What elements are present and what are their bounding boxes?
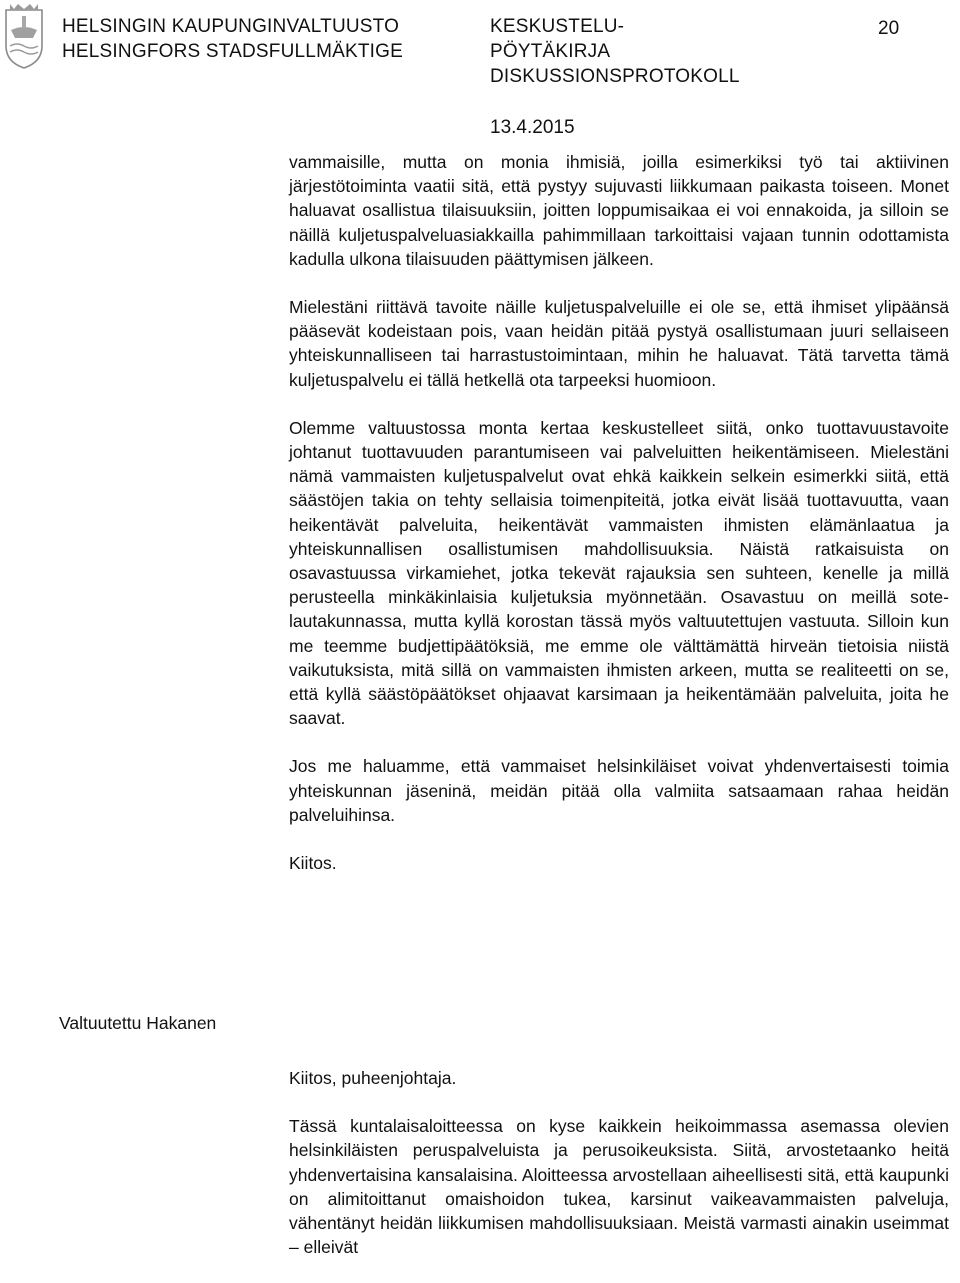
paragraph: Olemme valtuustossa monta kertaa keskustelleet siitä, onko tuottavuustavoite johtanut tuottavuuden parantumiseen vai palveluitten heikentämiseen. Mielestäni nämä vammaisten kuljetuspalvelut ovat ehkä kaikkein selkein esimerkki siitä, että säästöjen takia on tehty sellaisia toimenpiteitä, jotka eivät lisää tuottavuutta, vaan heikentävät palveluita, heikentävät vammaisten ihmisten elämänlaatua ja yhteiskunnallisen osallistumisen mahdollisuuksia. Näistä ratkaisuista on osavastuussa virkamiehet, jotka tekevät rajauksia sen suhteen, kenelle ja millä perusteella minkäkinlaisia kuljetuksia myönnetään. Osavastuu on meillä sote-lautakunnassa, mutta kyllä korostan tässä myös valtuutettujen vastuuta. Silloin kun me teemme budjettipäätöksiä, me emme ole välttämättä hirveän tietoisia niistä vaikutuksista, mitä sillä on vammaisten ihmisten arkeen, mutta se realiteetti on se, että kyllä säästöpäätökset ohjaavat karsimaan ja heikentämään palveluita, joita he saavat.: [289, 417, 949, 729]
organization-name-sv: HELSINGFORS STADSFULLMÄKTIGE: [62, 41, 403, 62]
paragraph: Mielestäni riittävä tavoite näille kuljetuspalveluille ei ole se, että ihmiset ylipäänsä pääsevät kodeistaan pois, vaan heidän pitää pystyä osallistumaan juuri sellaiseen yhteiskunnalliseen tai harrastustoimintaan, mihin he haluavat. Tätä tarvetta tämä kuljetuspalvelu ei tällä hetkellä ota tarpeeksi huomioon.: [289, 297, 949, 390]
page-number: 20: [878, 18, 900, 39]
document-type: [490, 14, 740, 89]
meeting-date: 13.4.2015: [490, 117, 575, 138]
helsinki-crest-icon: [2, 0, 46, 70]
organization-name: [62, 14, 403, 64]
paragraph: Kiitos.: [289, 853, 337, 874]
paragraph: Tässä kuntalaisaloitteessa on kyse kaikkein heikoimmassa asemassa olevien helsinkiläisten peruspalveluista ja perusoikeuksista. Siitä, arvostetaanko heitä yhdenvertaisina kansalaisina. Aloitteessa arvostellaan aiheellisesti sitä, että kaupunki on alimitoittanut omaishoidon tukea, karsinut vaikeavammaisten palveluja, vähentänyt heidän liikkumisen mahdollisuuksiaan. Meistä varmasti ainakin useimmat – elleivät: [289, 1116, 949, 1258]
paragraph: vammaisille, mutta on monia ihmisiä, joilla esimerkiksi työ tai aktiivinen järjestötoiminta vaatii sitä, että pystyy sujuvasti liikkumaan paikasta toiseen. Monet haluavat osallistua tilaisuuksiin, joitten loppumisaikaa ei voi ennakoida, ja silloin se näillä kuljetuspalveluasiakkailla pahimmillaan tarkoittaisi vajaan tunnin odottamista kadulla ulkona tilaisuuden päättymisen jälkeen.: [289, 152, 949, 269]
document-type-line-3: DISKUSSIONSPROTOKOLL: [490, 66, 740, 87]
speaker-name: Valtuutettu Hakanen: [59, 1013, 217, 1033]
document-type-line-1: KESKUSTELU-: [490, 16, 625, 37]
document-type-line-2: PÖYTÄKIRJA: [490, 41, 611, 62]
speech-continuation: [289, 150, 949, 899]
speech-hakanen: [289, 1066, 949, 1283]
paragraph: Kiitos, puheenjohtaja.: [289, 1068, 457, 1088]
organization-name-fi: HELSINGIN KAUPUNGINVALTUUSTO: [62, 16, 400, 37]
paragraph: Jos me haluamme, että vammaiset helsinkiläiset voivat yhdenvertaisesti toimia yhteiskunnan jäseninä, meidän pitää olla valmiita satsaamaan rahaa heidän palveluihinsa.: [289, 756, 949, 825]
